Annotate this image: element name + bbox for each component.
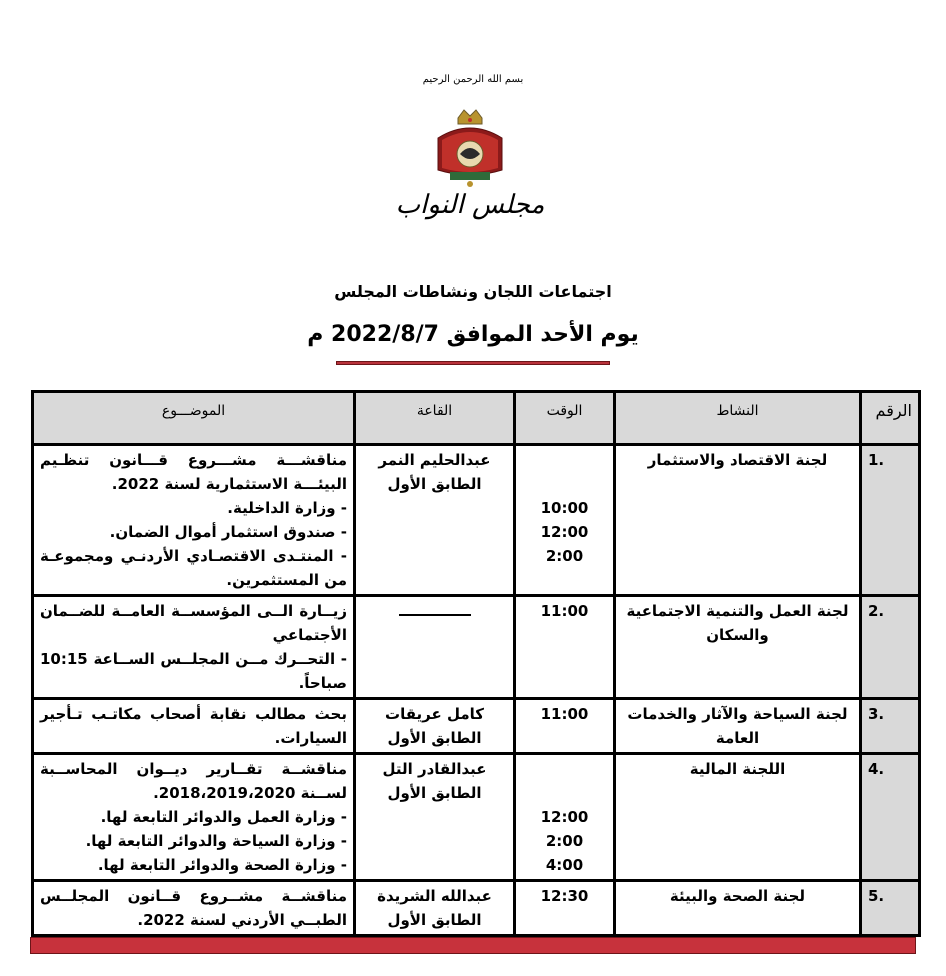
council-name: مجلس النواب bbox=[395, 190, 545, 220]
date-underline bbox=[336, 361, 610, 365]
row-subject bbox=[33, 445, 355, 596]
subject-line: زيــارة الــى المؤسســة العامــة للضــمان الأجتماعي bbox=[40, 602, 347, 644]
room-name: عبدالحليم النمر bbox=[378, 451, 491, 469]
table-row bbox=[33, 881, 920, 936]
time-entry: 12:00 bbox=[540, 808, 589, 826]
room-floor: الطابق الأول bbox=[387, 784, 482, 802]
row-number: 2. bbox=[861, 596, 920, 699]
row-time bbox=[515, 596, 615, 699]
row-time bbox=[515, 881, 615, 936]
time-entry: 2:00 bbox=[545, 547, 584, 565]
row-number: 4. bbox=[861, 754, 920, 881]
subject-line: - وزارة الصحة والدوائر التابعة لها. bbox=[97, 856, 347, 874]
header-number: الرقم bbox=[861, 392, 920, 445]
subject-line: بحث مطالب نقابة أصحاب مكاتـب تـأجير السيارات. bbox=[40, 705, 347, 747]
row-subject bbox=[33, 596, 355, 699]
row-activity: اللجنة المالية bbox=[615, 754, 861, 881]
header-activity: النشاط bbox=[615, 392, 861, 445]
footer-rule bbox=[30, 937, 916, 954]
row-number: 5. bbox=[861, 881, 920, 936]
room-name: عبدالقادر التل bbox=[382, 760, 487, 778]
table-row bbox=[33, 699, 920, 754]
row-time bbox=[515, 445, 615, 596]
room-floor: الطابق الأول bbox=[387, 475, 482, 493]
row-room bbox=[355, 445, 515, 596]
table-row bbox=[33, 754, 920, 881]
table-header-row bbox=[33, 392, 920, 445]
room-name: كامل عريقات bbox=[385, 705, 484, 723]
table-row bbox=[33, 596, 920, 699]
room-name: عبدالله الشريدة bbox=[377, 887, 492, 905]
row-room bbox=[355, 754, 515, 881]
row-subject bbox=[33, 881, 355, 936]
header-time: الوقت bbox=[515, 392, 615, 445]
subject-line: مناقشــة مشــروع قــانون المجلــس الطبــي الأردني لسنة 2022. bbox=[40, 887, 347, 929]
header-room: القاعة bbox=[355, 392, 515, 445]
time-entry: 10:00 bbox=[540, 499, 589, 517]
subject-line: - صندوق استثمار أموال الضمان. bbox=[109, 523, 347, 541]
time-entry: 11:00 bbox=[540, 705, 589, 723]
subject-line: - وزارة السياحة والدوائر التابعة لها. bbox=[85, 832, 347, 850]
subject-line: - المنتـدى الاقتصـادي الأردنـي ومجموعـة من المستثمرين. bbox=[40, 547, 347, 589]
row-room bbox=[355, 699, 515, 754]
schedule-table bbox=[31, 390, 921, 937]
subject-line: مناقشـــة مشـــروع قـــانون تنظـيم البيئـــة الاستثمارية لسنة 2022. bbox=[40, 451, 347, 493]
room-floor: الطابق الأول bbox=[387, 729, 482, 747]
row-activity: لجنة الاقتصاد والاستثمار bbox=[615, 445, 861, 596]
time-entry: 12:30 bbox=[540, 887, 589, 905]
row-room bbox=[355, 596, 515, 699]
row-activity: لجنة العمل والتنمية الاجتماعية والسكان bbox=[615, 596, 861, 699]
header-subject: الموضـــوع bbox=[33, 392, 355, 445]
time-entry: 4:00 bbox=[545, 856, 584, 874]
coat-of-arms-emblem bbox=[428, 108, 512, 188]
empty-room-dash bbox=[399, 602, 471, 616]
row-number: 3. bbox=[861, 699, 920, 754]
time-entry: 11:00 bbox=[540, 602, 589, 620]
subject-line: مناقشــة تقــارير ديــوان المحاســبة لســنة 2018،2019،2020. bbox=[40, 760, 347, 802]
row-activity: لجنة السياحة والآثار والخدمات العامة bbox=[615, 699, 861, 754]
time-entry: 2:00 bbox=[545, 832, 584, 850]
row-time bbox=[515, 754, 615, 881]
document-date: يوم الأحد الموافق 2022/8/7 م bbox=[307, 322, 639, 347]
subject-line: - التحــرك مــن المجلــس الســاعة 10:15 صباحاً. bbox=[40, 650, 347, 692]
row-room bbox=[355, 881, 515, 936]
row-number: 1. bbox=[861, 445, 920, 596]
document-title: اجتماعات اللجان ونشاطات المجلس bbox=[334, 282, 612, 301]
row-time bbox=[515, 699, 615, 754]
basmala: بسم الله الرحمن الرحيم bbox=[422, 74, 524, 85]
row-subject bbox=[33, 699, 355, 754]
room-floor: الطابق الأول bbox=[387, 911, 482, 929]
subject-line: - وزارة العمل والدوائر التابعة لها. bbox=[100, 808, 347, 826]
time-entry: 12:00 bbox=[540, 523, 589, 541]
subject-line: - وزارة الداخلية. bbox=[227, 499, 347, 517]
row-subject bbox=[33, 754, 355, 881]
row-activity: لجنة الصحة والبيئة bbox=[615, 881, 861, 936]
table-row bbox=[33, 445, 920, 596]
